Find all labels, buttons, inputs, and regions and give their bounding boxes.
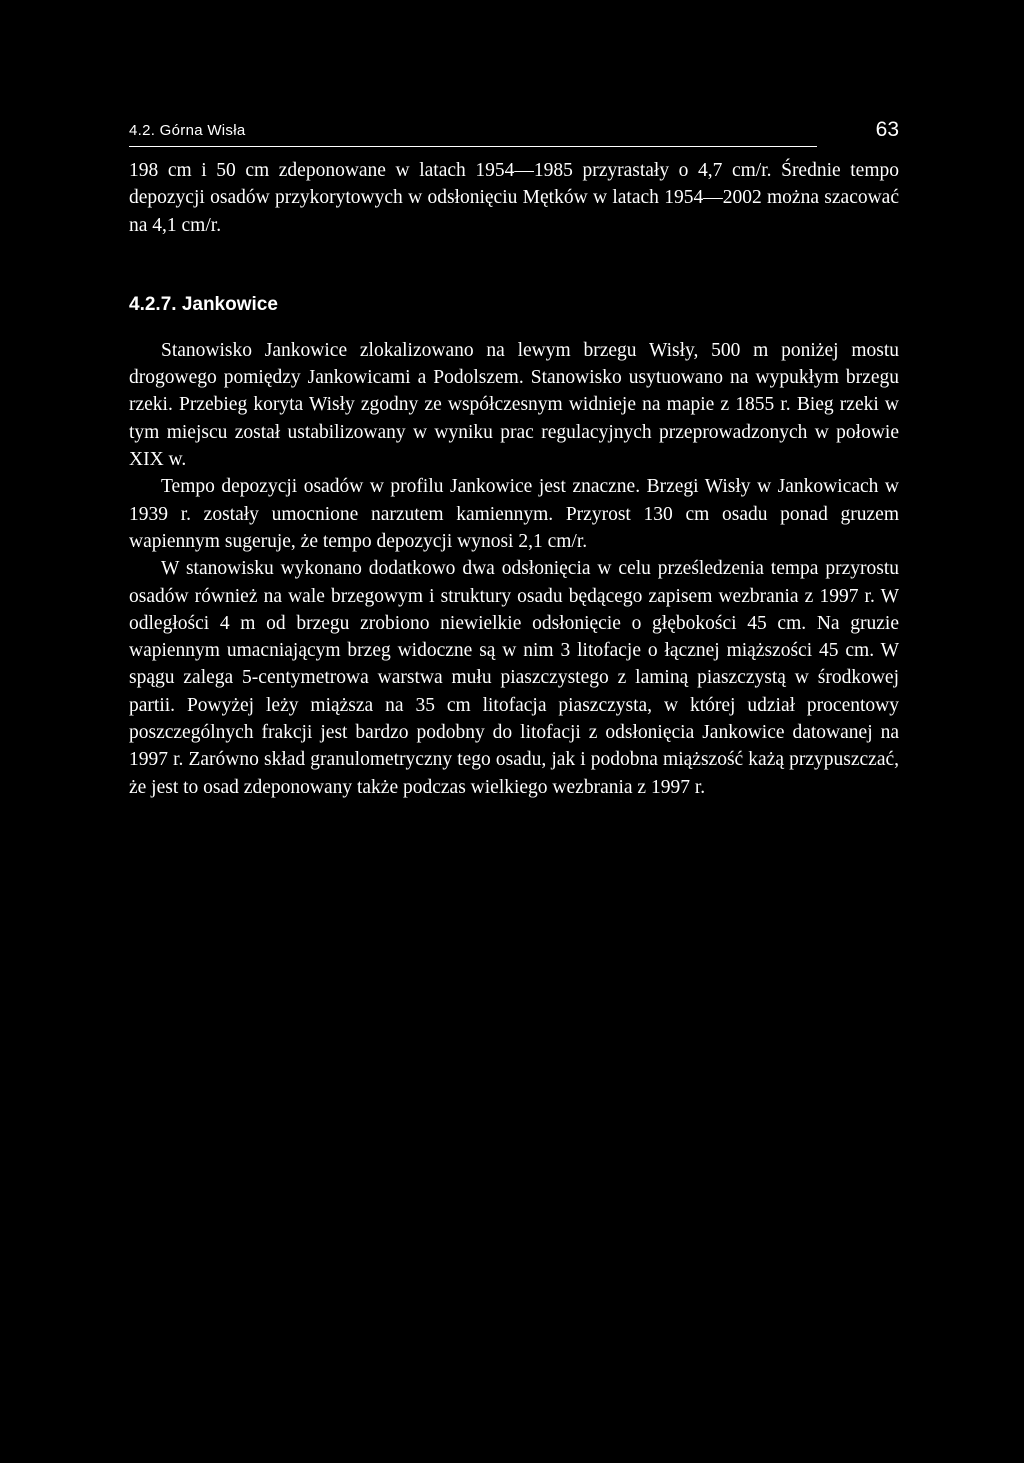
body-paragraph-2: Tempo depozycji osadów w profilu Jankowice jest znaczne. Brzegi Wisły w Jankowicach w 1939 r. zostały umocnione narzutem kamiennym. Przyrost 130 cm osadu ponad gruzem wapiennym sugeruje, że tempo depozycji wynosi 2,1 cm/r. [129, 476, 899, 552]
header-rule [129, 146, 817, 147]
intro-paragraph: 198 cm i 50 cm zdeponowane w latach 1954—1985 przyrastały o 4,7 cm/r. Średnie tempo depozycji osadów przykorytowych w odsłonięciu Mętków w latach 1954—2002 można szacować na 4,1 cm/r. [129, 160, 899, 236]
body-paragraph-1: Stanowisko Jankowice zlokalizowano na lewym brzegu Wisły, 500 m poniżej mostu drogowego pomiędzy Jankowicami a Podolszem. Stanowisko usytuowano na wypukłym brzegu rzeki. Przebieg koryta Wisły zgodny ze współczesnym widnieje na mapie z 1855 r. Bieg rzeki w tym miejscu został ustabilizowany w wyniku prac regulacyjnych przeprowadzonych w połowie XIX w. [129, 339, 899, 471]
body-paragraph-3: W stanowisku wykonano dodatkowo dwa odsłonięcia w celu prześledzenia tempa przyrostu osadów również na wale brzegowym i struktury osadu będącego zapisem wezbrania z 1997 r. W odległości 4 m od brzegu zrobiono niewielkie odsłonięcie o głębokości 45 cm. Na gruzie wapiennym umacniającym brzeg widoczne są w nim 3 litofacje o łącznej miąższości 45 cm. W spągu zalega 5-centymetrowa warstwa mułu piaszczystego z laminą piaszczystą w środkowej partii. Powyżej leży miąższa na 35 cm litofacja piaszczysta, w której udział procentowy poszczególnych frakcji jest bardzo podobny do litofacji z odsłonięcia Jankowice datowanej na 1997 r. Zarówno skład granulometryczny tego osadu, jak i podobna miąższość każą przypuszczać, że jest to osad zdeponowany także podczas wielkiego wezbrania z 1997 r. [129, 558, 899, 798]
section-heading: 4.2.7. Jankowice [129, 293, 278, 315]
running-head [129, 110, 899, 148]
page-number: 63 [875, 118, 899, 141]
book-page [129, 110, 899, 801]
running-head-section: 4.2. Górna Wisła [129, 122, 246, 139]
